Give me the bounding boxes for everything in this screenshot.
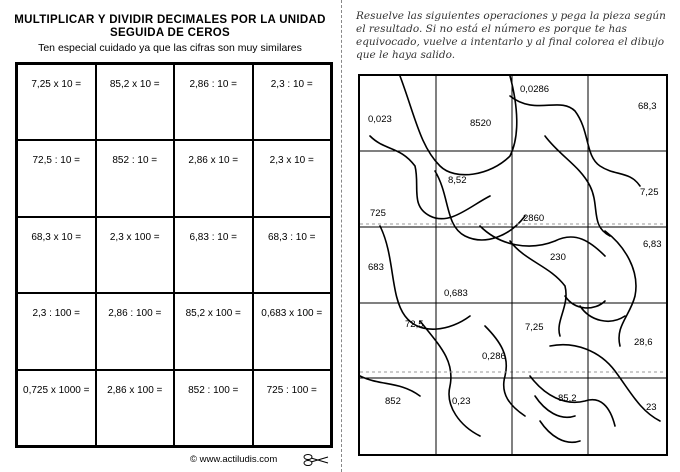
operation-cell: 2,86 : 100 =	[96, 293, 175, 369]
operation-cell: 68,3 : 10 =	[253, 217, 332, 293]
operation-cell: 2,3 : 10 =	[253, 64, 332, 140]
puzzle-answer: 8,52	[448, 175, 467, 186]
footer-credit: © www.actiludis.com	[190, 454, 278, 465]
puzzle-answer: 85,2	[558, 393, 577, 404]
title-line-1: MULTIPLICAR Y DIVIDIR DECIMALES POR LA UNIDAD	[14, 14, 326, 26]
puzzle-answer: 6,83	[643, 239, 662, 250]
puzzle-answer: 7,25	[525, 322, 544, 333]
operation-cell: 2,3 x 10 =	[253, 140, 332, 216]
puzzle-answer: 0,286	[482, 351, 506, 362]
puzzle-answer: 7,25	[640, 187, 659, 198]
scissors-logo-icon	[302, 452, 332, 468]
puzzle-answer: 0,023	[368, 114, 392, 125]
operation-cell: 2,86 : 10 =	[174, 64, 253, 140]
operation-cell: 85,2 x 100 =	[174, 293, 253, 369]
operation-cell: 0,725 x 1000 =	[17, 370, 96, 446]
operation-cell: 2,86 x 100 =	[96, 370, 175, 446]
operation-cell: 725 : 100 =	[253, 370, 332, 446]
operation-cell: 852 : 100 =	[174, 370, 253, 446]
operation-cell: 85,2 x 10 =	[96, 64, 175, 140]
puzzle-answer: 0,23	[452, 396, 471, 407]
puzzle-answer: 28,6	[634, 337, 653, 348]
operation-cell: 0,683 x 100 =	[253, 293, 332, 369]
operation-cell: 2,86 x 10 =	[174, 140, 253, 216]
operation-cell: 2,3 : 100 =	[17, 293, 96, 369]
operation-cell: 2,3 x 100 =	[96, 217, 175, 293]
operations-grid	[15, 62, 333, 448]
puzzle-answer: 2860	[523, 213, 545, 224]
title-line-2: SEGUIDA DE CEROS	[109, 27, 231, 39]
puzzle-answer: 725	[370, 208, 386, 219]
puzzle-answer: 72,5	[405, 319, 424, 330]
operation-cell: 72,5 : 10 =	[17, 140, 96, 216]
puzzle-answer: 68,3	[638, 101, 657, 112]
operation-cell: 68,3 x 10 =	[17, 217, 96, 293]
operation-cell: 7,25 x 10 =	[17, 64, 96, 140]
puzzle-answer: 8520	[470, 118, 492, 129]
worksheet-subtitle: Ten especial cuidado ya que las cifras son muy similares	[38, 42, 302, 54]
puzzle-answer: 0,683	[444, 288, 468, 299]
puzzle-answer: 683	[368, 262, 384, 273]
cartoon-illustration	[360, 76, 666, 454]
puzzle-answer: 852	[385, 396, 401, 407]
puzzle-instructions: Resuelve las siguientes operaciones y pega la pieza según el resultado. Si no está el número es porque te has equivocado, vuelve a intentarlo y al final colorea el dibujo que le haya salido.	[356, 10, 666, 61]
worksheet-title	[10, 14, 330, 40]
puzzle-answer: 230	[550, 252, 566, 263]
puzzle-answer: 23	[646, 402, 657, 413]
operation-cell: 852 : 10 =	[96, 140, 175, 216]
puzzle-answer: 0,0286	[520, 84, 550, 95]
operation-cell: 6,83 : 10 =	[174, 217, 253, 293]
page-divider	[341, 0, 342, 472]
puzzle-grid	[358, 74, 668, 456]
